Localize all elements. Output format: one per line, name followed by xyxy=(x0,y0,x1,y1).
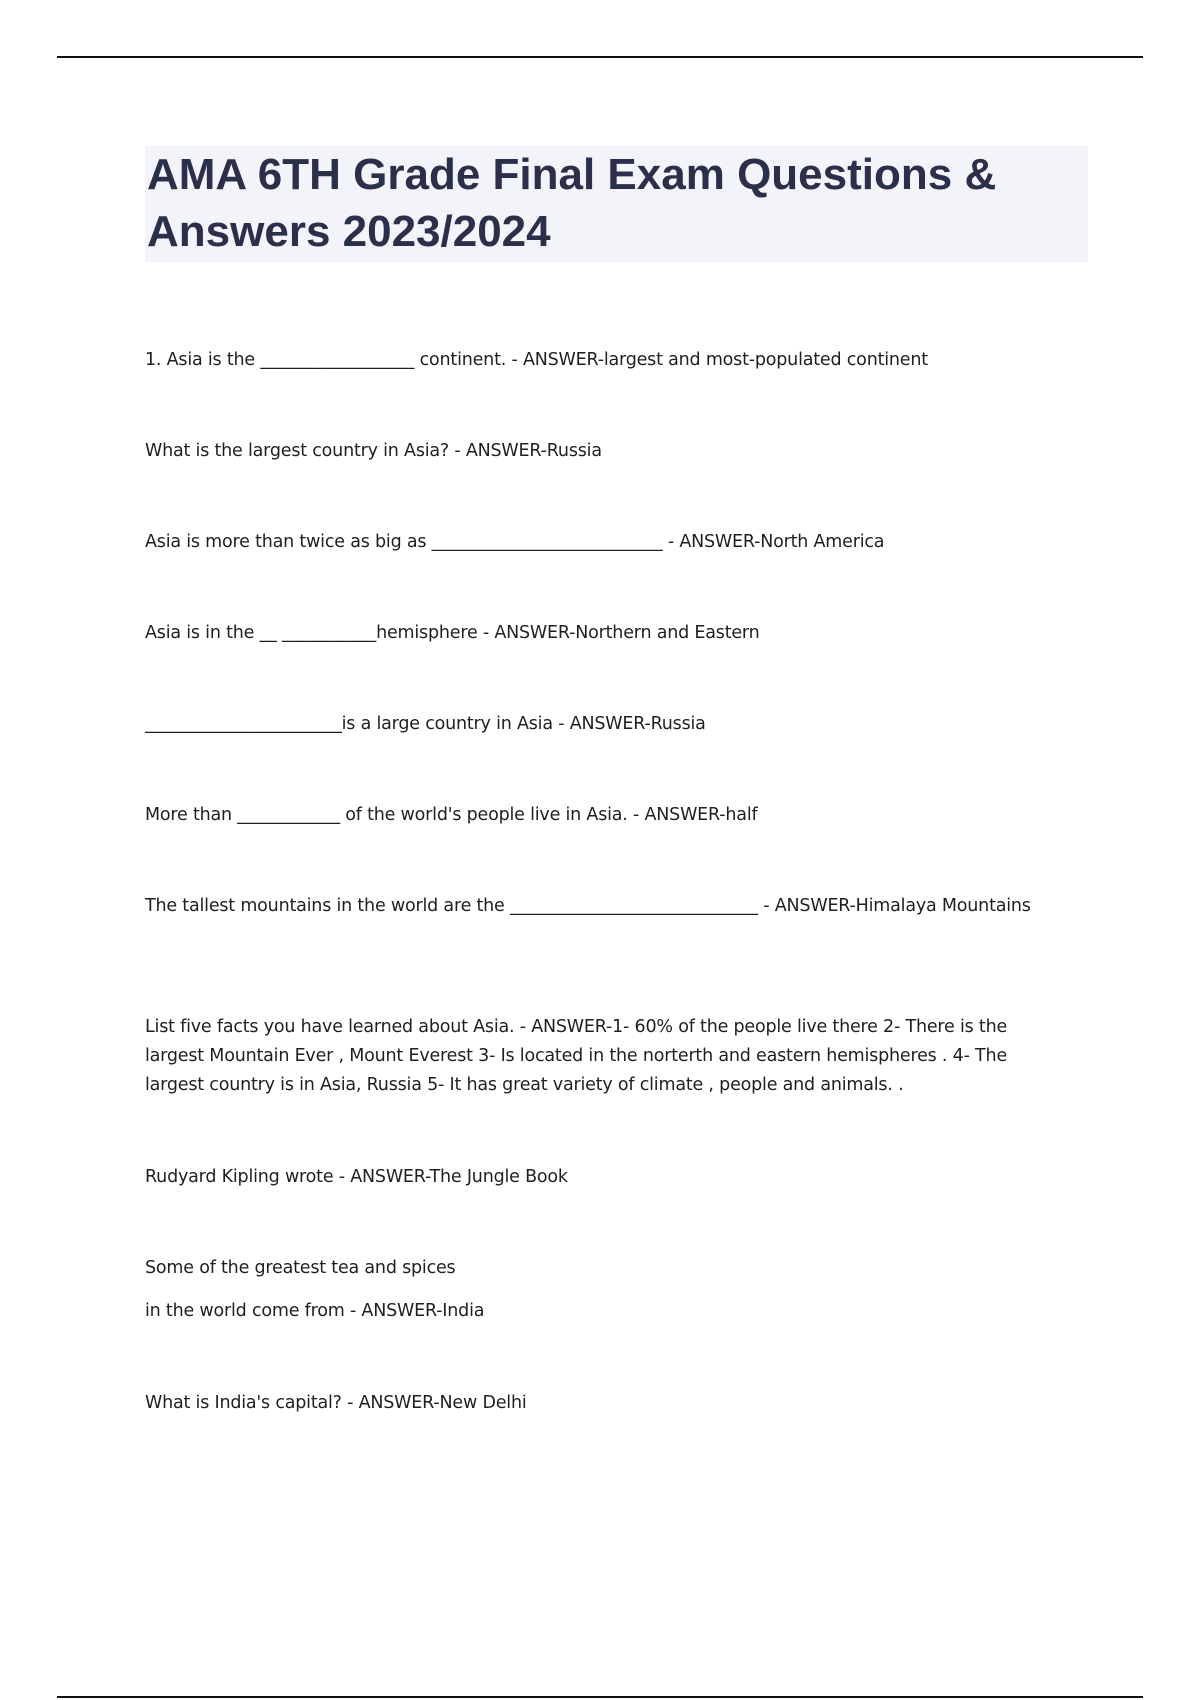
qa-line: What is the largest country in Asia? - ANSWER-Russia xyxy=(145,441,602,461)
qa-item-2 xyxy=(145,437,1065,466)
qa-line: Some of the greatest tea and spices xyxy=(145,1258,456,1278)
qa-line: The tallest mountains in the world are the _____________________________ - ANSWER-Himalaya Mountains xyxy=(145,896,1031,916)
qa-item-11 xyxy=(145,1389,1065,1418)
qa-item-6 xyxy=(145,801,1065,830)
qa-item-3 xyxy=(145,528,1065,557)
qa-line: _______________________is a large country in Asia - ANSWER-Russia xyxy=(145,714,706,734)
document-title: AMA 6TH Grade Final Exam Questions & Answers 2023/2024 xyxy=(147,150,997,256)
qa-item-1 xyxy=(145,346,1065,375)
qa-item-7 xyxy=(145,892,1065,921)
qa-line: More than ____________ of the world's people live in Asia. - ANSWER-half xyxy=(145,805,758,825)
qa-item-4 xyxy=(145,619,1065,648)
qa-item-5 xyxy=(145,710,1065,739)
qa-line: Rudyard Kipling wrote - ANSWER-The Jungle Book xyxy=(145,1167,568,1187)
qa-line: Asia is more than twice as big as ___________________________ - ANSWER-North America xyxy=(145,532,885,552)
qa-line: in the world come from - ANSWER-India xyxy=(145,1301,485,1321)
qa-line: 1. Asia is the __________________ continent. - ANSWER-largest and most-populated continent xyxy=(145,350,928,370)
qa-item-9 xyxy=(145,1163,1065,1192)
top-rule xyxy=(57,56,1143,58)
qa-line: List five facts you have learned about Asia. - ANSWER-1- 60% of the people live there 2- There is the largest Mountain Ever , Mount Everest 3- Is located in the norterth and eastern hemispheres . 4- The largest country is in Asia, Russia 5- It has great variety of climate , people and animals. . xyxy=(145,1017,1008,1095)
qa-line: What is India's capital? - ANSWER-New Delhi xyxy=(145,1393,527,1413)
bottom-rule xyxy=(57,1696,1143,1698)
qa-item-8 xyxy=(145,1013,1065,1100)
title-block xyxy=(145,146,1088,262)
qa-item-10 xyxy=(145,1254,1065,1326)
qa-line: Asia is in the __ ___________hemisphere - ANSWER-Northern and Eastern xyxy=(145,623,760,643)
